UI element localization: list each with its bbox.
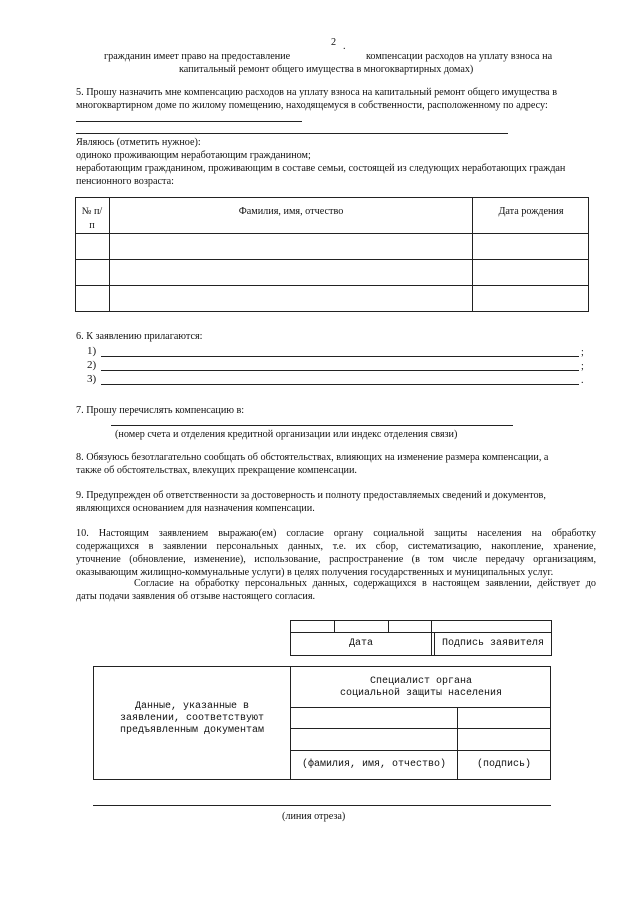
payment-details-caption: (номер счета и отделения кредитной организации или индекс отделения связи) — [115, 429, 458, 440]
intro-line1-left: гражданин имеет право на предоставление — [104, 51, 291, 62]
page-number: 2 — [331, 37, 337, 48]
date-label: Дата — [348, 638, 373, 649]
section6-title: 6. К заявлению прилагаются: — [76, 331, 203, 342]
family-table-row-divider-1 — [75, 259, 589, 260]
attachment-item-2-field[interactable] — [101, 370, 579, 371]
being-option-family-line1[interactable]: неработающим гражданином, проживающим в составе семьи, состоящей из следующих неработающих граждан — [76, 163, 566, 174]
family-table-header-birthdate: Дата рождения — [498, 206, 564, 217]
section7-title: 7. Прошу перечислять компенсацию в: — [76, 405, 245, 416]
address-field-line2[interactable] — [76, 133, 508, 134]
attachment-item-1-num: 1) — [87, 345, 97, 357]
intro-line2: капитальный ремонт общего имущества в многоквартирных домах) — [179, 64, 474, 75]
attachment-item-1-end: ; — [581, 347, 584, 358]
section10-line3: уточнение (обновление, изменение), использование, распространение (в том числе передачу организациям, — [76, 554, 596, 565]
attachment-item-2-end: ; — [581, 361, 584, 372]
section5-line2: многоквартирном доме по жилому помещению, находящемуся в собственности, расположенному по адресу: — [76, 100, 548, 111]
signature-box-tick-2 — [388, 620, 389, 632]
section8-line2: также об обстоятельствах, влекущих прекращение компенсации. — [76, 465, 357, 476]
signature-box-divider — [431, 620, 432, 656]
attachment-item-3-num: 3) — [87, 373, 97, 385]
signature-box-inner-top — [290, 632, 552, 633]
attachment-item-3-end: . — [581, 375, 584, 386]
section10-line2: содержащихся в заявлении персональных данных, т.е. их сбор, систематизацию, накопление, хранение, — [76, 541, 596, 552]
attachment-item-3-field[interactable] — [101, 384, 579, 385]
being-title: Являюсь (отметить нужное): — [76, 137, 201, 148]
specialist-line2: социальной защиты населения — [339, 688, 503, 699]
cut-line-label: (линия отреза) — [282, 811, 346, 822]
payment-details-field[interactable] — [111, 425, 513, 426]
address-field-line1[interactable] — [76, 121, 302, 122]
family-table-row[interactable] — [76, 262, 588, 284]
section8-line1: 8. Обязуюсь безотлагательно сообщать об обстоятельствах, влияющих на изменение размера компенсации, а — [76, 452, 549, 463]
attachment-item-1-field[interactable] — [101, 356, 579, 357]
section10-line4: оказывающим жилищно-коммунальные услуги) в целях получения государственных и муниципальных услуг. — [76, 567, 554, 578]
fio-label: (фамилия, имя, отчество) — [301, 759, 447, 770]
intro-line1-right: компенсации расходов на уплату взноса на — [366, 51, 553, 62]
verification-box-hline-3 — [290, 750, 551, 751]
family-table-header-num: № п/п — [81, 206, 103, 231]
consent-line2: даты подачи заявления об отзыве настоящего согласия. — [76, 591, 316, 602]
specialist-line1: Специалист органа — [369, 676, 473, 687]
verification-left-line3: предъявленным документам — [119, 725, 265, 736]
verification-left-line1: Данные, указанные в — [134, 701, 250, 712]
section9-line1: 9. Предупрежден об ответственности за достоверность и полноту предоставляемых сведений и документов, — [76, 490, 546, 501]
page-mark: . — [343, 41, 346, 52]
verification-box-hline-1 — [290, 707, 551, 708]
section5-line1: 5. Прошу назначить мне компенсацию расходов на уплату взноса на капитальный ремонт общего имущества в — [76, 87, 558, 98]
cut-line — [93, 805, 551, 806]
family-table-header-fio: Фамилия, имя, отчество — [238, 206, 344, 217]
applicant-signature-label: Подпись заявителя — [441, 638, 545, 649]
verification-box-hline-2 — [290, 728, 551, 729]
section10-line1: 10. Настоящим заявлением выражаю(ем) согласие органу социальной защиты населения на обработку — [76, 528, 596, 539]
consent-line1: Согласие на обработку персональных данных, содержащихся в настоящем заявлении, действует до — [134, 578, 596, 589]
being-option-family-line2: пенсионного возраста: — [76, 176, 174, 187]
verification-left-line2: заявлении, соответствуют — [119, 713, 265, 724]
signature-box-tick-1 — [334, 620, 335, 632]
family-table-row[interactable] — [76, 236, 588, 258]
family-table-header-divider — [75, 233, 589, 234]
family-table-row[interactable] — [76, 288, 588, 310]
being-option-single[interactable]: одиноко проживающим неработающим гражданином; — [76, 150, 311, 161]
attachment-item-2-num: 2) — [87, 359, 97, 371]
section9-line2: являющихся основанием для назначения компенсации. — [76, 503, 315, 514]
sign-label: (подпись) — [476, 759, 531, 770]
family-table-row-divider-2 — [75, 285, 589, 286]
